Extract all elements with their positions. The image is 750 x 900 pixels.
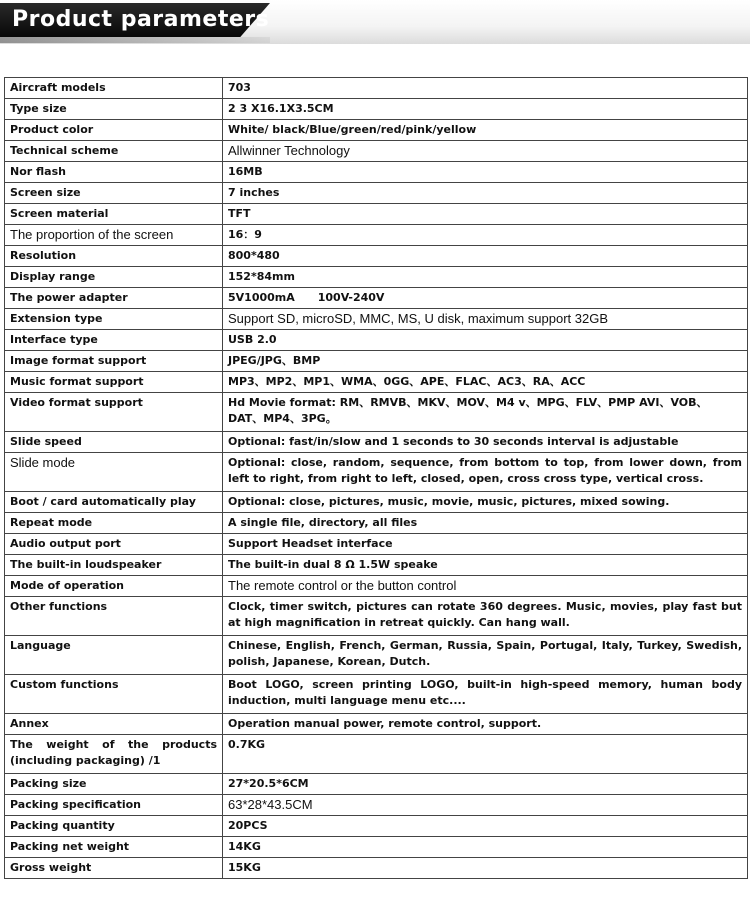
param-label: Custom functions — [5, 675, 223, 714]
param-label: Slide speed — [5, 432, 223, 453]
param-label: Other functions — [5, 597, 223, 636]
table-row — [5, 78, 748, 99]
table-row — [5, 837, 748, 858]
param-label: Packing size — [5, 774, 223, 795]
param-value: 14KG — [223, 837, 748, 858]
table-row — [5, 597, 748, 636]
param-value: 7 inches — [223, 183, 748, 204]
table-row — [5, 576, 748, 597]
param-label: The power adapter — [5, 288, 223, 309]
param-value: The remote control or the button control — [223, 576, 748, 597]
table-row — [5, 453, 748, 492]
param-value: Chinese, English, French, German, Russia, Spain, Portugal, Italy, Turkey, Swedish, polish, Japanese, Korean, Dutch. — [223, 636, 748, 675]
param-value: Boot LOGO, screen printing LOGO, built-in high-speed memory, human body induction, multi language menu etc.... — [223, 675, 748, 714]
param-label: Type size — [5, 99, 223, 120]
table-row — [5, 393, 748, 432]
table-row — [5, 636, 748, 675]
table-row — [5, 141, 748, 162]
page-title: Product parameters — [12, 7, 270, 32]
header-banner — [0, 0, 750, 44]
param-value: 63*28*43.5CM — [223, 795, 748, 816]
param-value: 15KG — [223, 858, 748, 879]
param-value: MP3、MP2、MP1、WMA、0GG、APE、FLAC、AC3、RA、ACC — [223, 372, 748, 393]
param-value: Optional: close, random, sequence, from bottom to top, from lower down, from left to right, from right to left, closed, open, cross cross type, vertical cross. — [223, 453, 748, 492]
param-label: The built-in loudspeaker — [5, 555, 223, 576]
param-value: 16：9 — [223, 225, 748, 246]
param-value: The built-in dual 8 Ω 1.5W speake — [223, 555, 748, 576]
param-value: 0.7KG — [223, 735, 748, 774]
param-label: Screen material — [5, 204, 223, 225]
param-value: 800*480 — [223, 246, 748, 267]
table-row — [5, 675, 748, 714]
param-value: Optional: close, pictures, music, movie, music, pictures, mixed sowing. — [223, 492, 748, 513]
table-row — [5, 288, 748, 309]
param-label: Music format support — [5, 372, 223, 393]
table-row — [5, 555, 748, 576]
param-label: Product color — [5, 120, 223, 141]
param-label: Resolution — [5, 246, 223, 267]
table-row — [5, 246, 748, 267]
param-label: Annex — [5, 714, 223, 735]
param-value: Allwinner Technology — [223, 141, 748, 162]
param-label: Language — [5, 636, 223, 675]
table-row — [5, 795, 748, 816]
table-row — [5, 774, 748, 795]
param-value: 152*84mm — [223, 267, 748, 288]
table-row — [5, 492, 748, 513]
param-value: 16MB — [223, 162, 748, 183]
param-label: Mode of operation — [5, 576, 223, 597]
table-row — [5, 735, 748, 774]
table-row — [5, 351, 748, 372]
param-label: Nor flash — [5, 162, 223, 183]
param-value: Operation manual power, remote control, support. — [223, 714, 748, 735]
param-label: Packing quantity — [5, 816, 223, 837]
param-label: Gross weight — [5, 858, 223, 879]
table-row — [5, 330, 748, 351]
param-label: Display range — [5, 267, 223, 288]
table-row — [5, 513, 748, 534]
param-value: Hd Movie format: RM、RMVB、MKV、MOV、M4 v、MPG、FLV、PMP AVI、VOB、DAT、MP4、3PG。 — [223, 393, 748, 432]
param-label: Technical scheme — [5, 141, 223, 162]
table-row — [5, 99, 748, 120]
table-row — [5, 183, 748, 204]
param-label: The proportion of the screen — [5, 225, 223, 246]
param-value: Clock, timer switch, pictures can rotate 360 degrees. Music, movies, play fast but at high magnification in retreat quickly. Can hang wall. — [223, 597, 748, 636]
header-shadow — [0, 37, 270, 43]
param-value: Support SD, microSD, MMC, MS, U disk, maximum support 32GB — [223, 309, 748, 330]
param-label: Repeat mode — [5, 513, 223, 534]
table-row — [5, 858, 748, 879]
param-label: Image format support — [5, 351, 223, 372]
table-row — [5, 432, 748, 453]
table-row — [5, 714, 748, 735]
param-label: Extension type — [5, 309, 223, 330]
table-row — [5, 267, 748, 288]
param-label: Packing net weight — [5, 837, 223, 858]
param-label: Aircraft models — [5, 78, 223, 99]
param-value: TFT — [223, 204, 748, 225]
param-label: Boot / card automatically play — [5, 492, 223, 513]
table-row — [5, 120, 748, 141]
param-value: 5V1000mA 100V-240V — [223, 288, 748, 309]
spec-table — [4, 77, 748, 879]
param-label: Audio output port — [5, 534, 223, 555]
param-value: Optional: fast/in/slow and 1 seconds to 30 seconds interval is adjustable — [223, 432, 748, 453]
table-row — [5, 225, 748, 246]
param-value: 703 — [223, 78, 748, 99]
table-row — [5, 204, 748, 225]
param-value: JPEG/JPG、BMP — [223, 351, 748, 372]
param-label: Packing specification — [5, 795, 223, 816]
table-row — [5, 372, 748, 393]
param-label: Screen size — [5, 183, 223, 204]
param-value: 20PCS — [223, 816, 748, 837]
param-label: Slide mode — [5, 453, 223, 492]
table-row — [5, 534, 748, 555]
param-label: Video format support — [5, 393, 223, 432]
table-row — [5, 162, 748, 183]
table-row — [5, 816, 748, 837]
param-label: The weight of the products (including packaging) /1 — [5, 735, 223, 774]
param-value: A single file, directory, all files — [223, 513, 748, 534]
param-value: 2 3 X16.1X3.5CM — [223, 99, 748, 120]
param-value: Support Headset interface — [223, 534, 748, 555]
param-value: 27*20.5*6CM — [223, 774, 748, 795]
param-label: Interface type — [5, 330, 223, 351]
param-value: USB 2.0 — [223, 330, 748, 351]
table-row — [5, 309, 748, 330]
param-value: White/ black/Blue/green/red/pink/yellow — [223, 120, 748, 141]
